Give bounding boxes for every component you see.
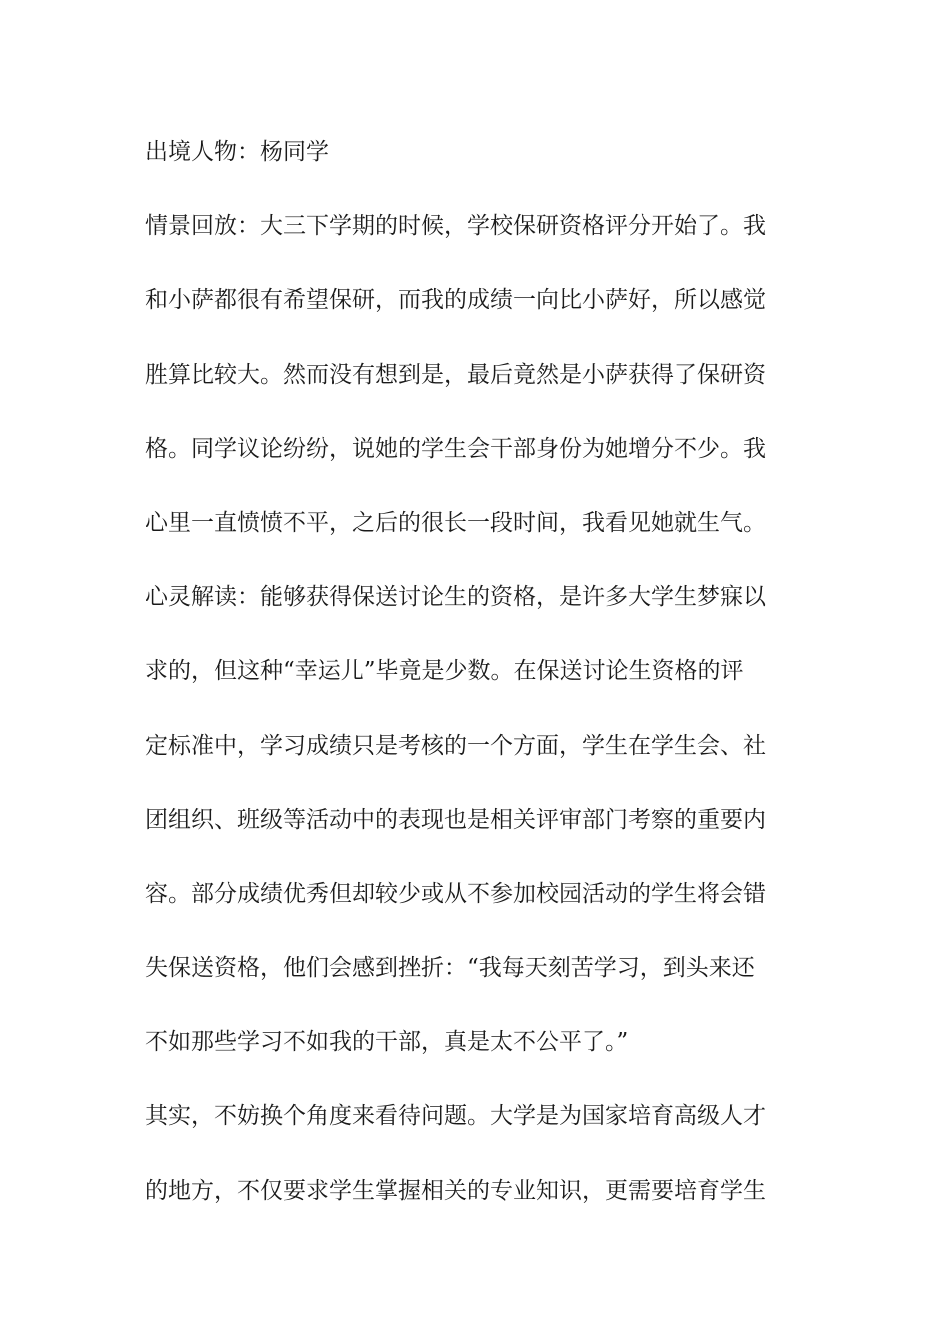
text-line: 容。部分成绩优秀但却较少或从不参加校园活动的学生将会错 — [145, 880, 766, 907]
text-line: 出境人物：杨同学 — [145, 139, 329, 165]
text-line: 求的，但这种“幸运儿”毕竟是少数。在保送讨论生资格的评 — [145, 658, 744, 685]
text-line: 失保送资格，他们会感到挫折：“我每天刻苦学习，到头来还 — [145, 955, 755, 982]
document-body — [145, 129, 810, 1242]
text-line: 胜算比较大。然而没有想到是，最后竟然是小萨获得了保研资 — [145, 361, 766, 388]
text-line: 其实，不妨换个角度来看待问题。大学是为国家培育高级人才 — [145, 1103, 766, 1130]
text-line: 心里一直愤愤不平，之后的很长一段时间，我看见她就生气。 — [145, 509, 766, 536]
text-line: 不如那些学习不如我的干部，真是太不公平了。” — [145, 1029, 629, 1056]
text-line: 和小萨都很有希望保研，而我的成绩一向比小萨好，所以感觉 — [145, 287, 766, 314]
text-line: 的地方，不仅要求学生掌握相关的专业知识，更需要培育学生 — [145, 1177, 766, 1204]
text-line: 定标准中，学习成绩只是考核的一个方面，学生在学生会、社 — [145, 732, 766, 759]
text-line: 团组织、班级等活动中的表现也是相关评审部门考察的重要内 — [145, 806, 766, 833]
text-line: 心灵解读：能够获得保送讨论生的资格，是许多大学生梦寐以 — [145, 584, 766, 611]
text-line: 格。同学议论纷纷，说她的学生会干部身份为她增分不少。我 — [145, 435, 766, 462]
text-line: 情景回放：大三下学期的时候，学校保研资格评分开始了。我 — [145, 213, 766, 240]
